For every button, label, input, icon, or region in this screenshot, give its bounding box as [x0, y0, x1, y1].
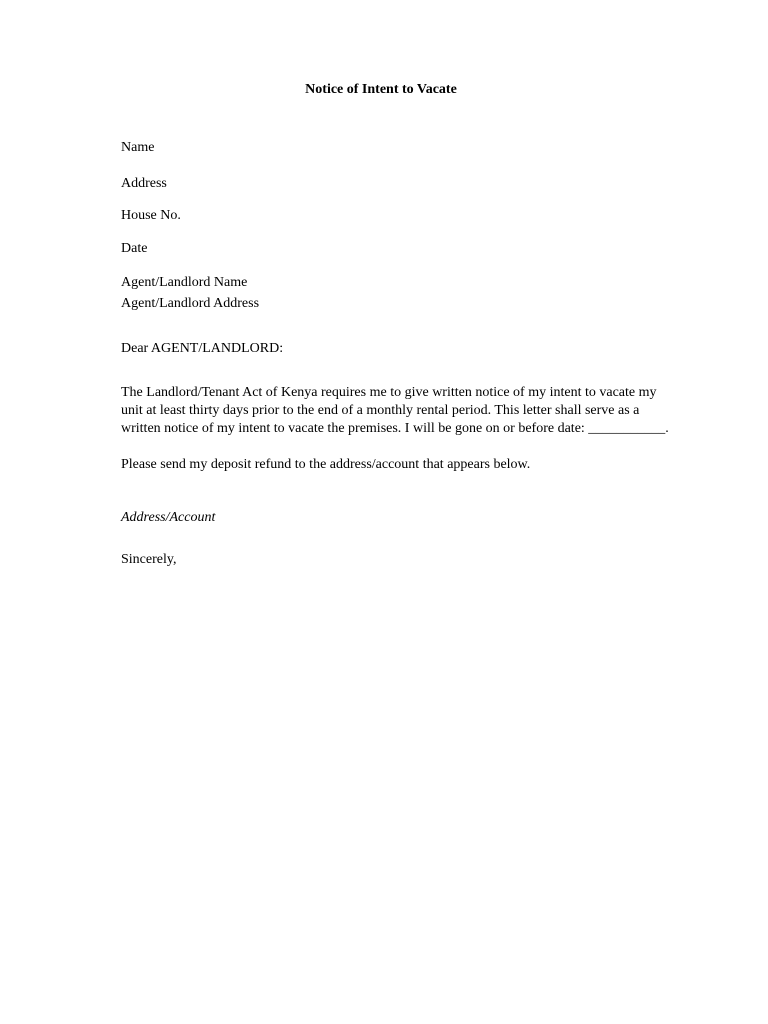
closing: Sincerely,	[121, 552, 177, 567]
body-paragraph-1-line: unit at least thirty days prior to the end of a monthly rental period. This letter shall serve as a	[121, 403, 640, 418]
sender-house-no: House No.	[121, 208, 181, 223]
salutation: Dear AGENT/LANDLORD:	[121, 341, 284, 356]
sender-name: Name	[121, 140, 155, 155]
body-paragraph-1-line: written notice of my intent to vacate the premises. I will be gone on or before date: ___________.	[121, 421, 669, 436]
refund-destination: Address/Account	[121, 510, 216, 525]
recipient-name: Agent/Landlord Name	[121, 275, 248, 290]
body-paragraph-1-line: The Landlord/Tenant Act of Kenya requires me to give written notice of my intent to vacate my	[121, 385, 657, 400]
body-paragraph-1	[121, 384, 669, 438]
sender-address: Address	[121, 176, 167, 191]
letter-date: Date	[121, 241, 148, 256]
document-title: Notice of Intent to Vacate	[305, 82, 457, 97]
recipient-address: Agent/Landlord Address	[121, 296, 260, 311]
body-paragraph-2: Please send my deposit refund to the address/account that appears below.	[121, 457, 531, 472]
